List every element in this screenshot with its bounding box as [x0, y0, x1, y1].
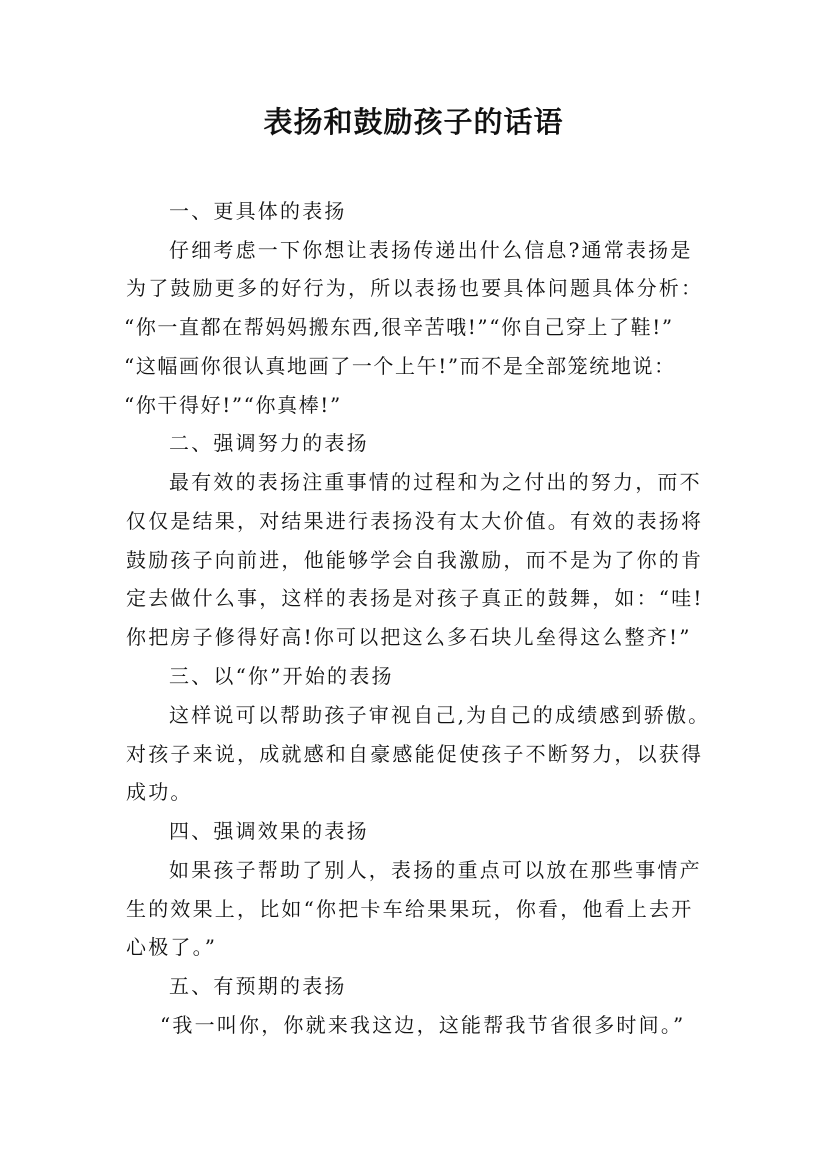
- paragraph-line: 心极了。”: [126, 935, 218, 959]
- section-heading-4: 四、强调效果的表扬: [169, 819, 369, 843]
- section-heading-3: 三、以“你”开始的表扬: [169, 664, 394, 688]
- paragraph-line: 成功。: [126, 780, 193, 804]
- paragraph-line: 生的效果上，比如“你把卡车给果果玩，你看，他看上去开: [126, 897, 694, 921]
- paragraph-line: “你干得好!”“你真棒!”: [124, 393, 342, 417]
- section-heading-1: 一、更具体的表扬: [169, 199, 347, 223]
- paragraph-line: 仔细考虑一下你想让表扬传递出什么信息?通常表扬是: [169, 238, 693, 262]
- section-heading-2: 二、强调努力的表扬: [169, 431, 369, 455]
- paragraph-line: “你一直都在帮妈妈搬东西,很辛苦哦!”“你自己穿上了鞋!”: [124, 315, 674, 339]
- paragraph-line: 定去做什么事，这样的表扬是对孩子真正的鼓舞，如：“哇!: [126, 586, 704, 610]
- section-heading-5: 五、有预期的表扬: [169, 974, 347, 998]
- document-title: 表扬和鼓励孩子的话语: [263, 105, 564, 139]
- paragraph-line: 鼓励孩子向前进，他能够学会自我激励，而不是为了你的肯: [126, 548, 704, 572]
- paragraph-line: 仅仅是结果，对结果进行表扬没有太大价值。有效的表扬将: [126, 509, 704, 533]
- paragraph-line: “这幅画你很认真地画了一个上午!”而不是全部笼统地说：: [124, 354, 676, 378]
- paragraph-line: 你把房子修得好高!你可以把这么多石块儿垒得这么整齐!”: [126, 625, 692, 649]
- paragraph-line: “我一叫你，你就来我这边，这能帮我节省很多时间。”: [160, 1013, 686, 1037]
- paragraph-line: 如果孩子帮助了别人，表扬的重点可以放在那些事情产: [169, 858, 702, 882]
- paragraph-line: 为了鼓励更多的好行为，所以表扬也要具体问题具体分析：: [126, 276, 704, 300]
- paragraph-line: 这样说可以帮助孩子审视自己,为自己的成绩感到骄傲。: [169, 703, 711, 727]
- paragraph-line: 对孩子来说，成就感和自豪感能促使孩子不断努力，以获得: [126, 742, 704, 766]
- paragraph-line: 最有效的表扬注重事情的过程和为之付出的努力，而不: [169, 470, 702, 494]
